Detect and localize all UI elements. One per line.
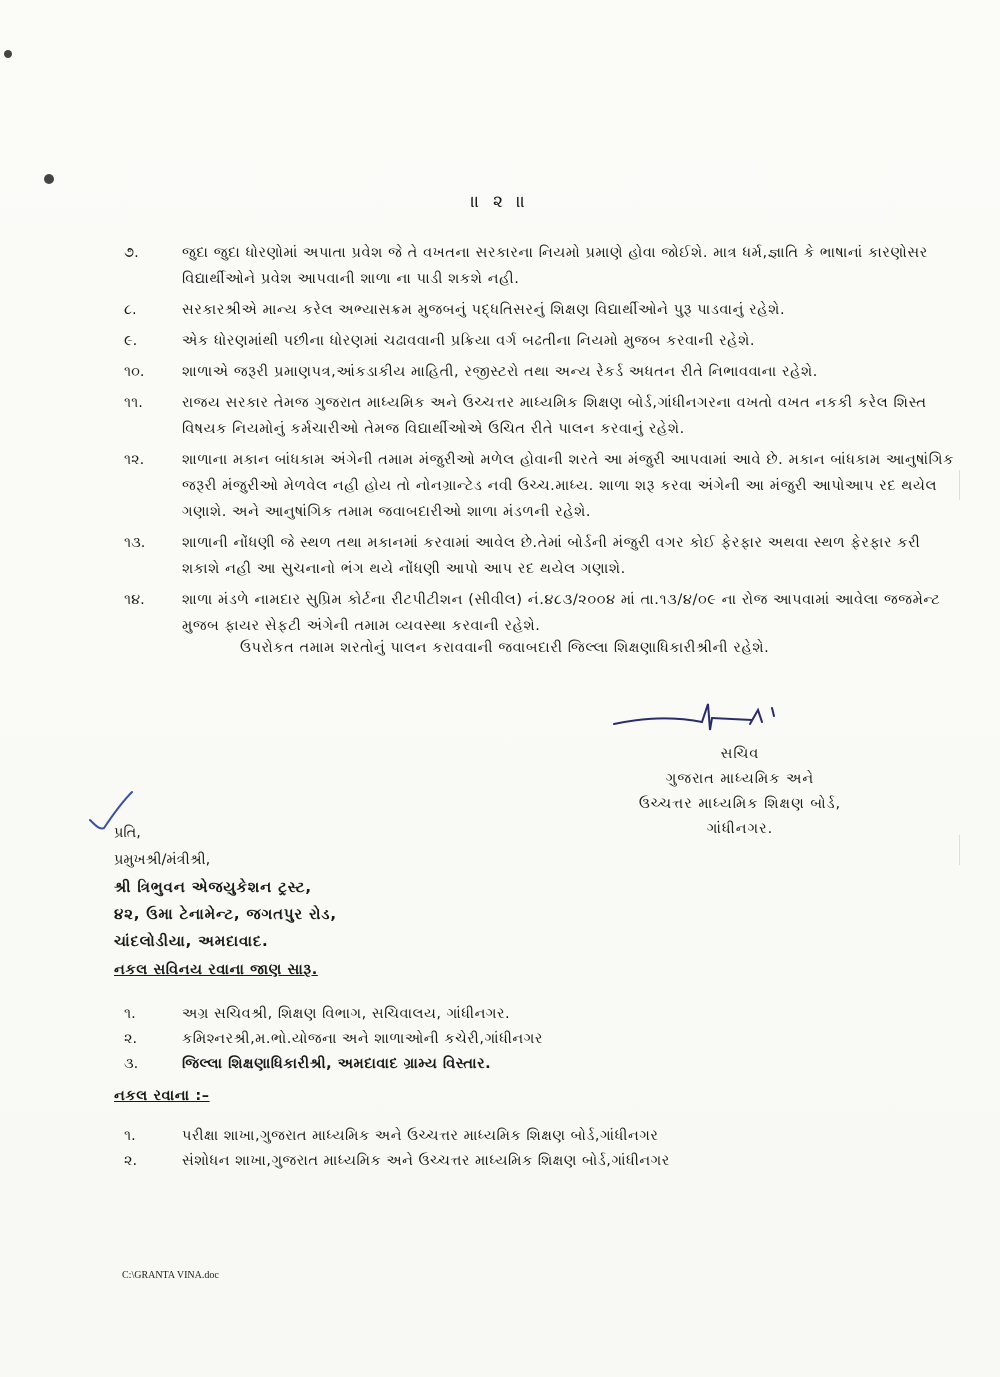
recipient-address bbox=[114, 820, 337, 955]
list-item bbox=[124, 1124, 824, 1149]
condition-number: ૭. bbox=[124, 245, 139, 261]
page-number: ॥ ૨ ॥ bbox=[470, 192, 530, 212]
condition-text: શાળાએ જરૂરી પ્રમાણપત્ર,આંકડાકીય માહિતી, રજીસ્ટરો તથા અન્ય રેકર્ડ અધતન રીતે નિભાવવાના રહેશે. bbox=[182, 364, 818, 380]
condition-text: શાળાની નોંધણી જે સ્થળ તથા મકાનમાં કરવામાં આવેલ છે.તેમાં બોર્ડની મંજુરી વગર કોઈ ફેરફાર અથવા સ્થળ ફેરફાર કરી શકાશે નહી આ સુચનાનો ભંગ થયે નોંધણી આપો આપ રદ થયેલ ગણાશે. bbox=[182, 535, 921, 577]
punch-hole-mark bbox=[4, 50, 12, 58]
list-item-number: ૨. bbox=[124, 1153, 138, 1169]
condition-number: ૧૧. bbox=[124, 395, 143, 411]
recipient-street: ૪૨, ઉમા ટેનામેન્ટ, જગતપુર રોડ, bbox=[114, 905, 337, 923]
condition-text: રાજય સરકાર તેમજ ગુજરાત માધ્યમિક અને ઉચ્ચત્તર માધ્યમિક શિક્ષણ બોર્ડ,ગાંધીનગરના વખતો વખત નકકી કરેલ શિસ્ત વિષયક નિયમોનું કર્મચારીઓ તેમજ વિદ્યાર્થીઓએ ઉચિત રીતે પાલન કરવાનું રહેશે. bbox=[182, 395, 927, 437]
recipient-trust-name: શ્રી ત્રિભુવન એજયુકેશન ટ્રસ્ટ, bbox=[114, 878, 312, 896]
list-item-number: ૩. bbox=[124, 1056, 139, 1072]
list-item bbox=[124, 1052, 824, 1077]
condition-item bbox=[124, 328, 954, 354]
list-item-number: ૧. bbox=[124, 1006, 136, 1022]
condition-item bbox=[124, 390, 954, 442]
list-item bbox=[124, 1149, 824, 1174]
signatory-org-line2: ઉચ્ચત્તર માધ્યમિક શિક્ષણ બોર્ડ, bbox=[638, 796, 842, 812]
list-item-text: જિલ્લા શિક્ષણાધિકારીશ્રી, અમદાવાદ ગ્રામ્ય વિસ્તાર. bbox=[182, 1056, 492, 1072]
page-edge-notch bbox=[959, 470, 1000, 500]
signatory-city: ગાંધીનગર. bbox=[706, 821, 774, 837]
condition-number: ૧૨. bbox=[124, 452, 145, 468]
page-edge-notch bbox=[959, 835, 1000, 865]
list-item-text: કમિશ્નરશ્રી,મ.ભો.યોજના અને શાળાઓની કચેરી,ગાંધીનગર bbox=[182, 1031, 543, 1047]
list-item-number: ૨. bbox=[124, 1031, 138, 1047]
condition-text: શાળા મંડળે નામદાર સુપ્રિમ કોર્ટના રીટપીટીશન (સીવીલ) નં.૪૮૩/૨૦૦૪ માં તા.૧૩/૪/૦૯ ના રોજ આપવામાં આવેલા જજમેન્ટ મુજબ ફાયર સેફટી અંગેની તમામ વ્યવસ્થા કરવાની રહેશે. bbox=[182, 592, 941, 634]
recipient-line1: પ્રમુખશ્રી/મંત્રીશ્રી, bbox=[114, 852, 211, 868]
list-item-text: અગ્ર સચિવશ્રી, શિક્ષણ વિભાગ, સચિવાલય, ગાંધીનગર. bbox=[182, 1006, 511, 1022]
responsibility-statement: ઉપરોકત તમામ શરતોનું પાલન કરાવવાની જવાબદારી જિલ્લા શિક્ષણાધિકારીશ્રીની રહેશે. bbox=[240, 640, 770, 656]
recipient-prati: પ્રતિ, bbox=[114, 825, 141, 841]
copy-send-list bbox=[124, 1124, 824, 1174]
condition-item bbox=[124, 587, 954, 639]
recipient-city: ચાંદલોડીયા, અમદાવાદ. bbox=[114, 932, 269, 950]
condition-item bbox=[124, 359, 954, 385]
condition-text: જુદા જુદા ધોરણોમાં અપાતા પ્રવેશ જે તે વખતના સરકારના નિયમો પ્રમાણે હોવા જોઈશે. માત્ર ધર્મ,જ્ઞાતિ કે ભાષાનાં કારણોસર વિદ્યાર્થીઓને પ્રવેશ આપવાની શાળા ના પાડી શકશે નહી. bbox=[182, 245, 928, 287]
condition-text: એક ધોરણમાંથી પછીના ધોરણમાં ચઢાવવાની પ્રક્રિયા વર્ગ બઢતીના નિયમો મુજબ કરવાની રહેશે. bbox=[182, 333, 756, 349]
list-item-number: ૧. bbox=[124, 1128, 136, 1144]
condition-number: ૯. bbox=[124, 333, 138, 349]
conditions-list bbox=[124, 240, 954, 644]
list-item-text: સંશોધન શાખા,ગુજરાત માધ્યમિક અને ઉચ્ચત્તર માધ્યમિક શિક્ષણ બોર્ડ,ગાંધીનગર bbox=[182, 1153, 670, 1169]
copy-send-heading: નકલ રવાના :– bbox=[114, 1088, 210, 1104]
condition-number: ૮. bbox=[124, 302, 137, 318]
copy-info-heading: નકલ સવિનય રવાના જાણ સારૂ. bbox=[114, 962, 318, 978]
condition-item bbox=[124, 297, 954, 323]
condition-item bbox=[124, 447, 954, 525]
signatory-designation: સચિવ bbox=[720, 746, 760, 762]
condition-item bbox=[124, 530, 954, 582]
condition-item bbox=[124, 240, 954, 292]
file-path-footer: C:\GRANTA VINA.doc bbox=[122, 1270, 219, 1281]
condition-number: ૧૩. bbox=[124, 535, 146, 551]
signatory-block bbox=[610, 742, 870, 842]
condition-text: શાળાના મકાન બાંધકામ અંગેની તમામ મંજુરીઓ મળેલ હોવાની શરતે આ મંજુરી આપવામાં આવે છે. મકાન બાંધકામ આનુષાંગિક જરૂરી મંજુરીઓ મેળવેલ નહી હોય તો નોનગ્રાન્ટેડ નવી ઉચ્ચ.માધ્ય. શાળા શરૂ કરવા અંગેની આ મંજુરી આપોઆપ રદ થયેલ ગણાશે. અને આનુષાંગિક તમામ જવાબદારીઓ શાળા મંડળની રહેશે. bbox=[182, 452, 954, 520]
condition-number: ૧૦. bbox=[124, 364, 145, 380]
condition-number: ૧૪. bbox=[124, 592, 145, 608]
ink-spot bbox=[44, 174, 54, 184]
copy-info-list bbox=[124, 1002, 824, 1077]
list-item bbox=[124, 1002, 824, 1027]
condition-text: સરકારશ્રીએ માન્ય કરેલ અભ્યાસક્રમ મુજબનું પદ્ધતિસરનું શિક્ષણ વિદ્યાર્થીઓને પુરૂ પાડવાનું રહેશે. bbox=[182, 302, 786, 318]
list-item-text: પરીક્ષા શાખા,ગુજરાત માધ્યમિક અને ઉચ્ચત્તર માધ્યમિક શિક્ષણ બોર્ડ,ગાંધીનગર bbox=[182, 1128, 659, 1144]
list-item bbox=[124, 1027, 824, 1052]
signature-image bbox=[612, 700, 782, 740]
signatory-org-line1: ગુજરાત માધ્યમિક અને bbox=[665, 771, 815, 787]
